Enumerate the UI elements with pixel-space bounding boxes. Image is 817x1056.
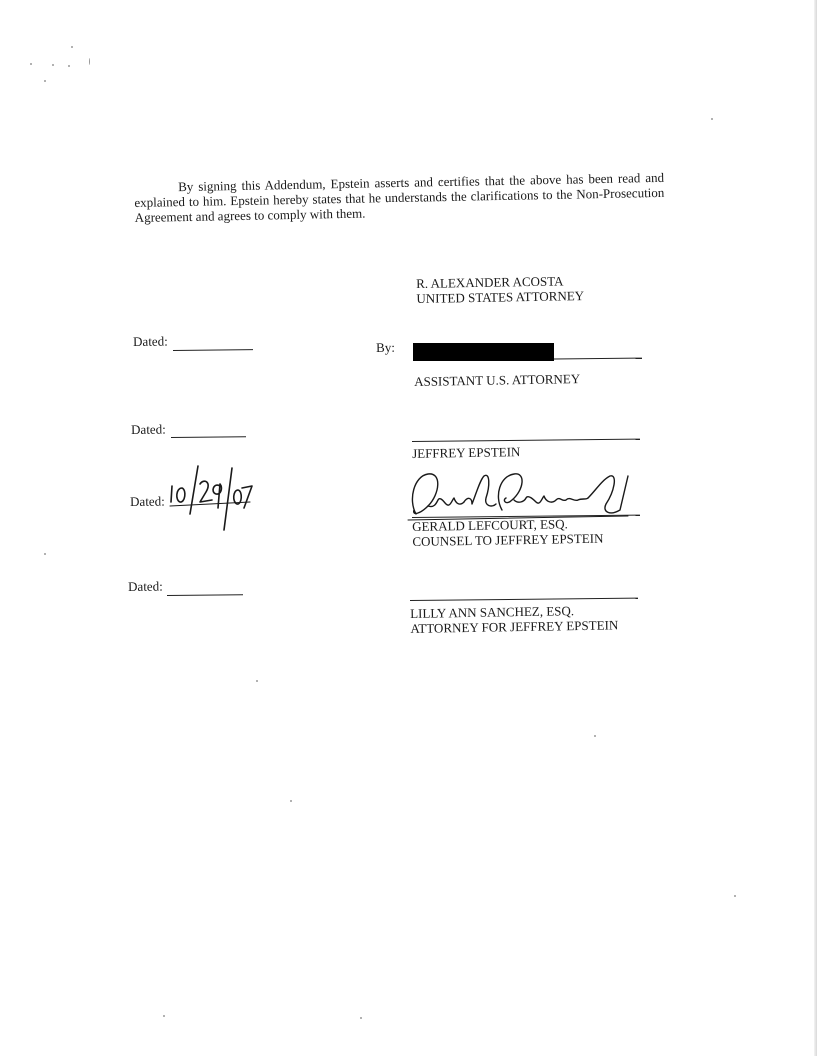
dated-label-4: Dated: [128,578,163,594]
certification-text: By signing this Addendum, Epstein asserts and certifies that the above has been read and explained to him. Epstein hereby states that he understands the clarifications to the Non-Prosecution Agreement and agrees to comply with them. [134,169,665,225]
paragraph-indent [134,191,178,192]
epstein-name: JEFFREY EPSTEIN [412,444,521,461]
sanchez-block [410,602,618,636]
handwritten-date [168,464,254,532]
scan-speck [52,64,54,66]
date-line-1 [173,349,253,351]
scan-speck [71,46,73,48]
scan-speck [89,58,90,65]
sanchez-title: ATTORNEY FOR JEFFREY EPSTEIN [410,617,619,636]
scan-speck [44,80,46,82]
scan-speck [163,1015,165,1017]
certification-paragraph [134,170,665,225]
scan-speck [256,680,258,682]
scan-speck [594,735,596,737]
scan-speck [360,1017,362,1019]
date-line-4 [167,594,243,596]
ausa-title: ASSISTANT U.S. ATTORNEY [414,371,581,389]
lefcourt-title: COUNSEL TO JEFFREY EPSTEIN [412,530,604,549]
us-attorney-name: R. ALEXANDER ACOSTA [416,273,564,291]
scan-speck [734,895,736,897]
dated-label-1: Dated: [133,333,168,349]
us-attorney-block [416,273,584,306]
us-attorney-title: UNITED STATES ATTORNEY [416,288,585,306]
by-label: By: [376,339,396,355]
dated-label-3: Dated: [130,493,165,509]
date-line-2 [171,436,246,438]
scan-speck [290,800,292,802]
sanchez-name: LILLY ANN SANCHEZ, ESQ. [410,603,575,621]
dated-label-2: Dated: [131,421,166,437]
scan-speck [711,118,713,120]
lefcourt-name: GERALD LEFCOURT, ESQ. [412,516,568,534]
signature-line-epstein [412,439,640,442]
scan-speck [30,63,32,65]
lefcourt-block [412,516,604,549]
signature-line-sanchez [410,598,638,601]
scan-speck [68,65,70,67]
scan-speck [44,553,46,555]
redaction-bar [413,343,554,361]
